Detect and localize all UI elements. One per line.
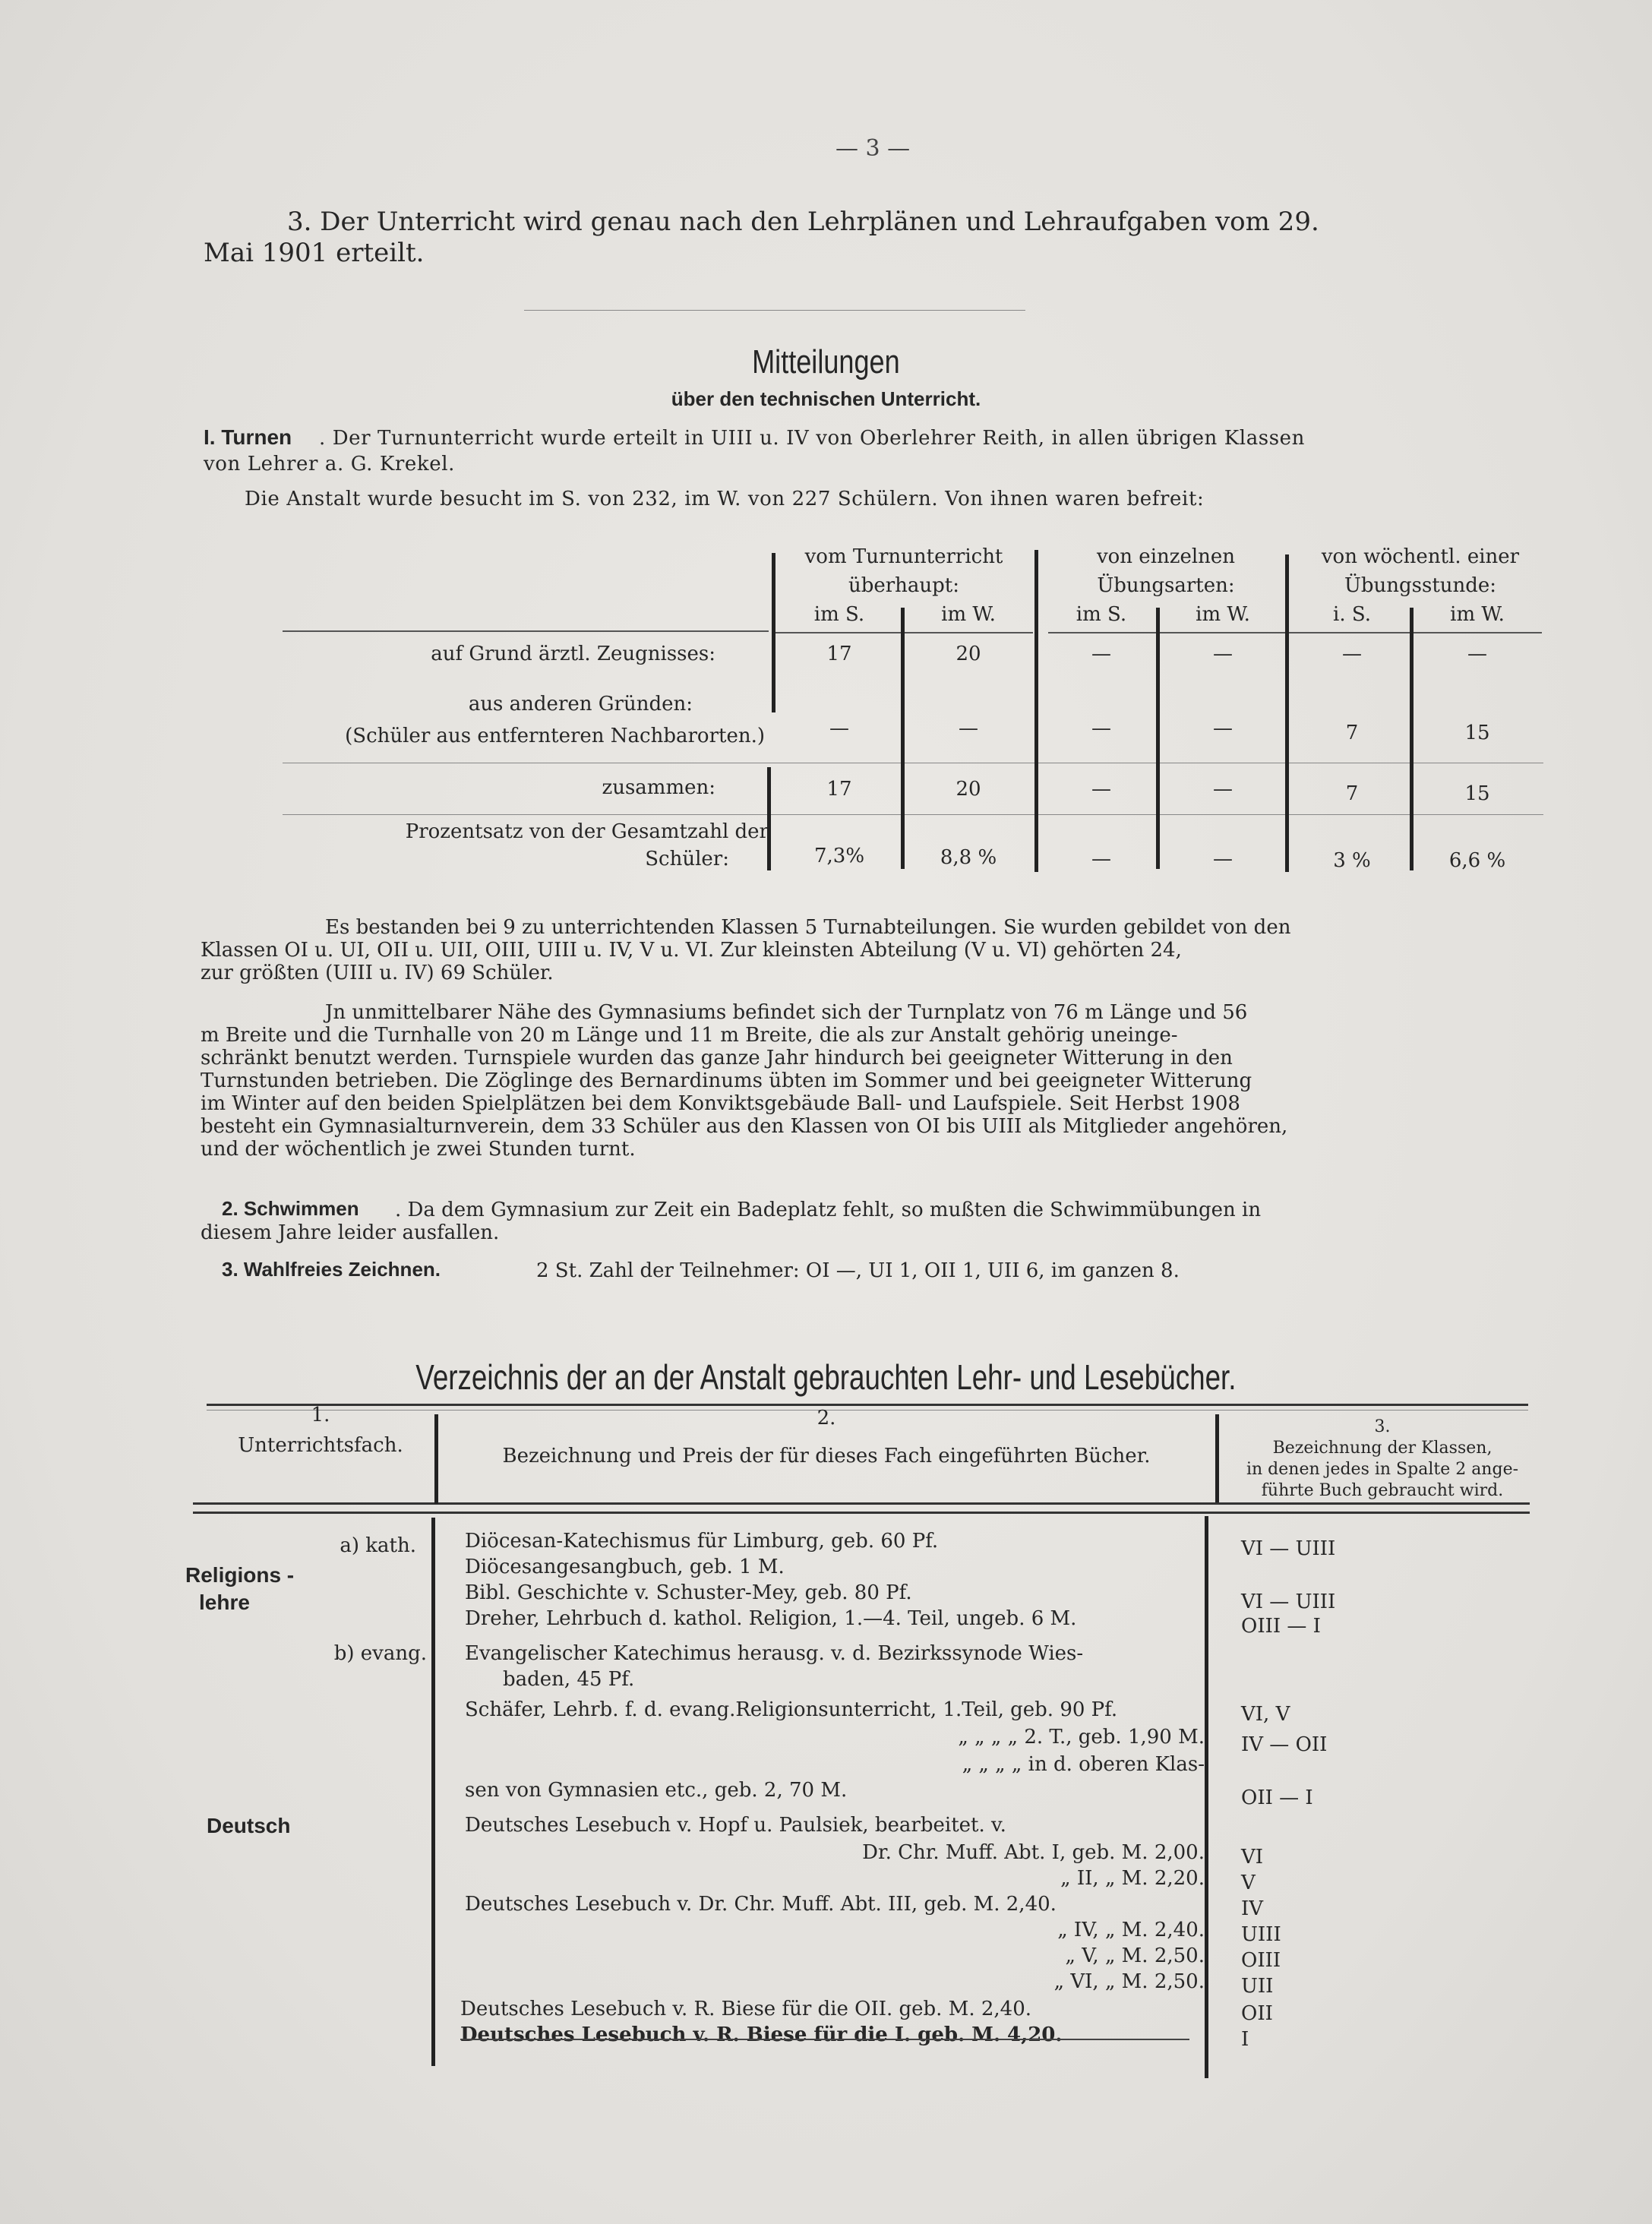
table-vline — [901, 608, 905, 869]
book-entry: Evangelischer Katechimus herausg. v. d. Bezirkssynode Wies- — [465, 1642, 1084, 1665]
book-entry: „ IV, „ M. 2,40. — [1057, 1919, 1205, 1941]
row-2-label-2: (Schüler aus entfernteren Nachbarorten.) — [345, 725, 765, 747]
col1-label: Unterrichtsfach. — [238, 1434, 403, 1457]
para2-line-4: Turnstunden betrieben. Die Zöglinge des Bernardinums übten im Sommer und bei geeigneter Witterung — [201, 1069, 1252, 1092]
book-entry: „ VI, „ M. 2,50. — [1053, 1970, 1205, 1993]
para2-line-2: m Breite und die Turnhalle von 20 m Länge und 11 m Breite, die als zur Anstalt gehörig uneinge- — [201, 1024, 1178, 1047]
book-classes: UIII — [1241, 1923, 1281, 1946]
group-header-2-line-1: von einzelnen — [1096, 545, 1236, 568]
schwimmen-line-2: diesem Jahre leider ausfallen. — [201, 1221, 500, 1244]
turnen-line-3: Die Anstalt wurde besucht im S. von 232, im W. von 227 Schülern. Von ihnen waren befreit: — [245, 488, 1205, 510]
col2-num: 2. — [817, 1407, 836, 1429]
group-header-3-line-2: Übungsstunde: — [1344, 574, 1497, 597]
sub-header-4: im W. — [1196, 603, 1250, 626]
row-4-cell-4: — — [1213, 848, 1233, 870]
table-rule — [283, 814, 1543, 815]
book-classes: VI — [1241, 1846, 1264, 1869]
book-entry: Deutsches Lesebuch v. Hopf u. Paulsiek, bearbeitet. v. — [465, 1814, 1006, 1837]
row-3-cell-6: 15 — [1464, 782, 1490, 805]
book-entry: baden, 45 Pf. — [503, 1668, 635, 1691]
mitteilungen-title: Mitteilungen — [752, 343, 900, 381]
row-1-label: auf Grund ärztl. Zeugnisses: — [431, 643, 715, 665]
sub-header-1: im S. — [813, 603, 865, 626]
para2-line-6: besteht ein Gymnasialturnverein, dem 33 Schüler aus den Klassen von OI bis UIII als Mitglieder angehören, — [201, 1115, 1288, 1138]
para1-line-2: Klassen OI u. UI, OII u. UII, OIII, UIII u. IV, V u. VI. Zur kleinsten Abteilung (V u. VI) gehörten 24, — [201, 939, 1182, 962]
row-2-cell-6: 15 — [1464, 722, 1490, 744]
book-entry: Dreher, Lehrbuch d. kathol. Religion, 1.—4. Teil, ungeb. 6 M. — [465, 1607, 1077, 1630]
turnen-line-1: . Der Turnunterricht wurde erteilt in UIII u. IV von Oberlehrer Reith, in allen übrigen Klassen — [319, 427, 1306, 450]
sub-header-5: i. S. — [1333, 603, 1371, 626]
row-1-cell-5: — — [1342, 643, 1362, 665]
book-classes: UII — [1241, 1975, 1274, 1998]
book-entry: Deutsches Lesebuch v. R. Biese für die I. geb. M. 4,20. — [460, 2023, 1063, 2046]
book-classes: V — [1241, 1872, 1256, 1894]
intro-line-2: Mai 1901 erteilt. — [204, 238, 425, 268]
row-4-cell-6: 6,6 % — [1448, 849, 1506, 872]
row-2-cell-1: — — [829, 717, 849, 740]
row-4-cell-1: 7,3% — [813, 845, 865, 867]
book-classes: OIII — [1241, 1949, 1281, 1972]
subject-deutsch: Deutsch — [207, 1814, 291, 1837]
row-2-cell-5: 7 — [1345, 722, 1359, 744]
book-entry: Bibl. Geschichte v. Schuster-Mey, geb. 80 Pf. — [465, 1581, 912, 1604]
col3-label-1: Bezeichnung der Klassen, — [1272, 1439, 1492, 1458]
row-3-label: zusammen: — [602, 776, 715, 799]
col1-num: 1. — [311, 1404, 330, 1426]
row-4-cell-3: — — [1091, 848, 1111, 870]
row-2-cell-3: — — [1091, 717, 1111, 740]
row-1-cell-1: 17 — [826, 643, 852, 665]
book-classes: VI, V — [1241, 1703, 1290, 1726]
row-2-cell-4: — — [1213, 717, 1233, 740]
turnen-line-2: von Lehrer a. G. Krekel. — [204, 453, 456, 475]
intro-line-1: 3. Der Unterricht wird genau nach den Lehrplänen und Lehraufgaben vom 29. — [287, 207, 1319, 237]
row-2-cell-2: — — [959, 717, 978, 740]
row-2-label-1: aus anderen Gründen: — [468, 693, 693, 716]
group-header-1-line-2: überhaupt: — [848, 574, 960, 597]
book-entry: Dr. Chr. Muff. Abt. I, geb. M. 2,00. — [862, 1841, 1205, 1864]
books-title: Verzeichnis der an der Anstalt gebrauchten Lehr- und Lesebücher. — [415, 1357, 1237, 1397]
group-header-2-line-2: Übungsarten: — [1097, 574, 1235, 597]
book-entry: Deutsches Lesebuch v. Dr. Chr. Muff. Abt. III, geb. M. 2,40. — [465, 1893, 1057, 1916]
para1-line-1: Es bestanden bei 9 zu unterrichtenden Klassen 5 Turnabteilungen. Sie wurden gebildet von den — [325, 916, 1291, 939]
para1-line-3: zur größten (UIII u. IV) 69 Schüler. — [201, 962, 554, 984]
sub-header-2: im W. — [941, 603, 996, 626]
book-entry: Diöcesangesangbuch, geb. 1 M. — [465, 1556, 785, 1578]
table-vline — [767, 767, 771, 870]
schwimmen-heading: 2. Schwimmen — [222, 1197, 359, 1220]
row-4-label-2: Schüler: — [645, 848, 729, 870]
row-3-cell-3: — — [1091, 778, 1111, 801]
books-vline-2 — [1205, 1516, 1208, 2078]
zeichnen-heading: 3. Wahlfreies Zeichnen. — [222, 1258, 441, 1281]
para2-line-1: Jn unmittelbarer Nähe des Gymnasiums befindet sich der Turnplatz von 76 m Länge und 56 — [325, 1001, 1248, 1024]
book-entry: Diöcesan-Katechismus für Limburg, geb. 60 Pf. — [465, 1530, 939, 1553]
row-4-cell-2: 8,8 % — [940, 846, 997, 869]
row-3-cell-1: 17 — [826, 778, 852, 801]
book-entry: „ „ „ „ 2. T., geb. 1,90 M. — [958, 1726, 1205, 1749]
schwimmen-line-1: . Da dem Gymnasium zur Zeit ein Badeplatz fehlt, so mußten die Schwimmübungen in — [395, 1199, 1262, 1221]
sub-header-3: im S. — [1076, 603, 1127, 626]
sublabel-kath: a) kath. — [340, 1534, 416, 1557]
book-classes: VI — UIII — [1241, 1591, 1336, 1613]
group-header-1-line-1: vom Turnunterricht — [804, 545, 1003, 568]
table-rule — [1048, 632, 1291, 633]
table-rule — [1291, 632, 1542, 633]
turnen-heading: I. Turnen — [204, 425, 292, 449]
row-4-label-1: Prozentsatz von der Gesamtzahl der — [405, 820, 769, 843]
books-vline-1 — [431, 1518, 435, 2066]
books-header-rule — [193, 1502, 1530, 1505]
table-vline — [1285, 554, 1289, 872]
row-3-cell-2: 20 — [956, 778, 981, 801]
books-vline-1-head — [434, 1414, 438, 1504]
row-3-cell-4: — — [1213, 778, 1233, 801]
group-header-3-line-1: von wöchentl. einer — [1321, 545, 1520, 568]
subject-religion-2: lehre — [199, 1591, 250, 1614]
book-entry: Schäfer, Lehrb. f. d. evang.Religionsunterricht, 1.Teil, geb. 90 Pf. — [465, 1698, 1118, 1721]
table-vline — [1034, 550, 1038, 872]
book-classes: IV — OII — [1241, 1733, 1328, 1756]
book-entry: „ V, „ M. 2,50. — [1065, 1944, 1205, 1967]
row-1-cell-4: — — [1213, 643, 1233, 665]
para2-line-3: schränkt benutzt werden. Turnspiele wurden das ganze Jahr hindurch bei geeigneter Witterung in den — [201, 1047, 1233, 1069]
table-vline — [1156, 608, 1160, 869]
book-classes: OII — [1241, 2002, 1273, 2025]
table-vline — [772, 553, 775, 712]
subject-religion-1: Religions - — [185, 1563, 295, 1587]
strike-through — [460, 2039, 1189, 2040]
col3-num: 3. — [1374, 1417, 1391, 1436]
table-vline — [1410, 608, 1414, 870]
sub-header-6: im W. — [1450, 603, 1505, 626]
book-entry: „ II, „ M. 2,20. — [1060, 1867, 1205, 1890]
row-3-cell-5: 7 — [1345, 782, 1359, 805]
page-number: — 3 — — [835, 135, 911, 162]
row-4-cell-5: 3 % — [1333, 849, 1371, 872]
sublabel-evang: b) evang. — [333, 1642, 427, 1665]
col3-label-2: in denen jedes in Spalte 2 ange- — [1246, 1460, 1519, 1479]
book-entry: „ „ „ „ in d. oberen Klas- — [962, 1753, 1205, 1776]
book-classes: IV — [1241, 1897, 1264, 1920]
mitteilungen-subtitle: über den technischen Unterricht. — [671, 387, 981, 410]
row-1-cell-6: — — [1467, 643, 1487, 665]
books-header-rule-2 — [193, 1512, 1530, 1514]
row-1-cell-3: — — [1091, 643, 1111, 665]
zeichnen-text: 2 St. Zahl der Teilnehmer: OI —, UI 1, OII 1, UII 6, im ganzen 8. — [536, 1259, 1180, 1282]
books-vline-2-head — [1215, 1414, 1219, 1502]
book-classes: OII — I — [1241, 1786, 1313, 1809]
book-classes: OIII — I — [1241, 1615, 1321, 1638]
col2-label: Bezeichnung und Preis der für dieses Fach eingeführten Bücher. — [502, 1445, 1151, 1467]
book-entry: sen von Gymnasien etc., geb. 2, 70 M. — [465, 1779, 848, 1802]
book-entry: Deutsches Lesebuch v. R. Biese für die OII. geb. M. 2,40. — [460, 1998, 1032, 2020]
book-classes: VI — UIII — [1241, 1537, 1336, 1560]
col3-label-3: führte Buch gebraucht wird. — [1261, 1481, 1504, 1500]
row-1-cell-2: 20 — [956, 643, 981, 665]
para2-line-5: im Winter auf den beiden Spielplätzen bei dem Konviktsgebäude Ball- und Laufspiele. Seit Herbst 1908 — [201, 1092, 1240, 1115]
book-classes: I — [1241, 2028, 1249, 2051]
para2-line-7: und der wöchentlich je zwei Stunden turnt. — [201, 1138, 636, 1161]
table-rule — [283, 630, 769, 632]
divider — [524, 310, 1025, 311]
